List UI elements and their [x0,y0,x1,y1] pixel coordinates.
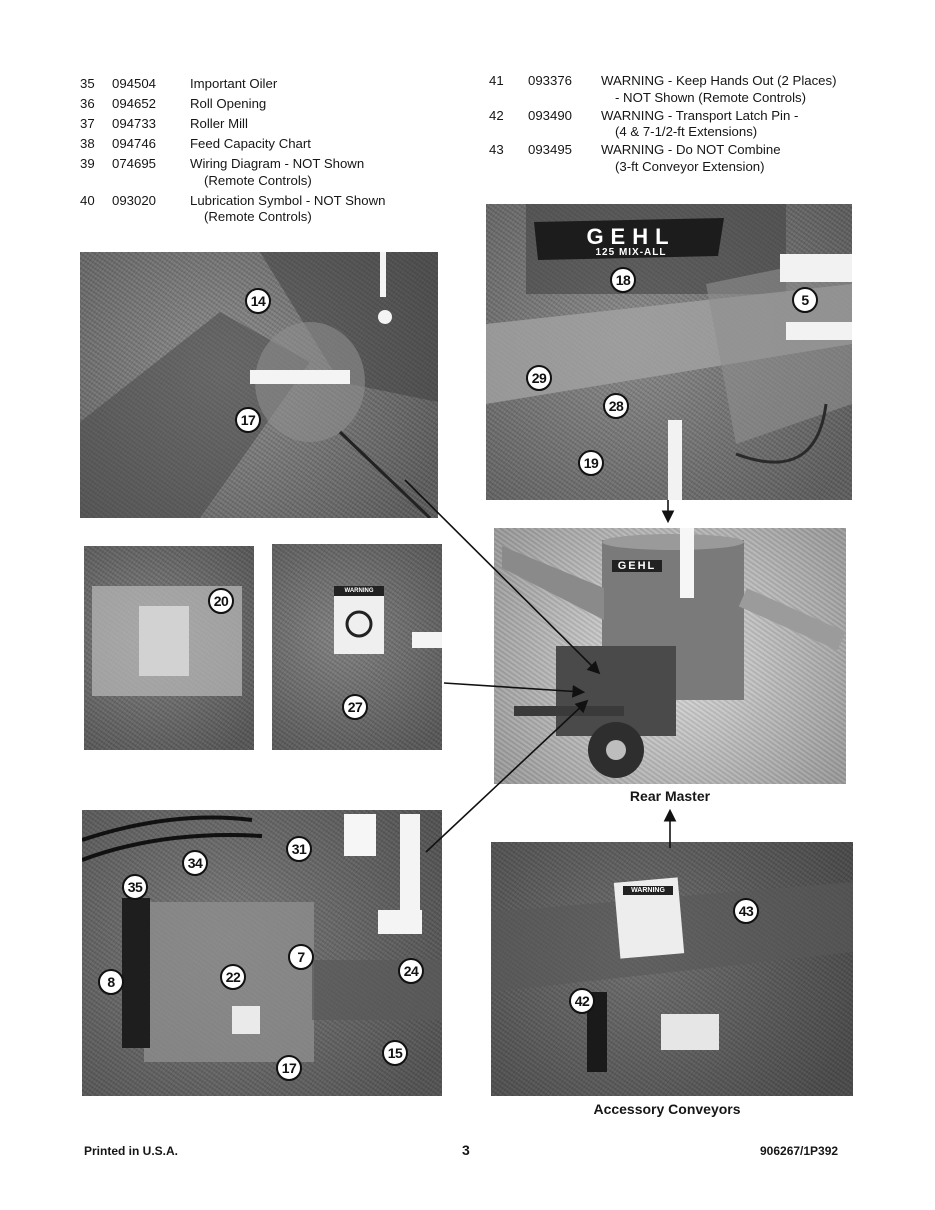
photo-mixer-top [486,204,852,500]
accessory-conveyors-caption: Accessory Conveyors [593,1101,741,1117]
part-description [190,96,266,113]
item-number: 35 [80,76,95,91]
item-number: 42 [489,107,504,123]
callout-18: 18 [610,267,636,293]
part-number: 093495 [528,142,573,157]
callout-22: 22 [220,964,246,990]
description-line: Roller Mill [190,116,248,131]
description-line: Roll Opening [190,96,267,111]
description-continuation: (3-ft Conveyor Extension) [615,158,765,174]
item-number: 39 [80,156,95,171]
callout-8: 8 [98,969,124,995]
item-number: 38 [80,136,95,151]
description-line: WARNING - Transport Latch Pin - [601,107,799,123]
description-line: Wiring Diagram - NOT Shown [190,156,365,171]
part-number: 094504 [112,76,157,91]
callout-31: 31 [286,836,312,862]
description-line: WARNING - Do NOT Combine [601,142,781,157]
part-number: 093020 [112,192,157,208]
callout-42: 42 [569,988,595,1014]
callout-14: 14 [245,288,271,314]
callout-27: 27 [342,694,368,720]
item-number: 37 [80,116,95,131]
part-description [601,73,837,106]
warning-decal-label: WARNING [344,588,374,594]
photo-control-box [82,810,442,1096]
description-line: WARNING - Keep Hands Out (2 Places) [601,73,837,88]
part-description [190,136,311,153]
part-description [190,193,385,226]
part-description [190,76,277,93]
brand-model: 125 MIX-ALL [595,247,667,258]
item-number: 41 [489,73,504,88]
callout-19: 19 [578,450,604,476]
rear-master-caption: Rear Master [629,788,711,804]
part-description [601,142,781,175]
part-number: 093490 [528,107,573,123]
part-number: 094733 [112,116,157,131]
description-continuation: - NOT Shown (Remote Controls) [615,89,807,105]
item-number: 36 [80,96,95,111]
page-number: 3 [462,1142,470,1158]
callout-43: 43 [733,898,759,924]
photo-rear-master [494,528,846,784]
description-line: Lubrication Symbol - NOT Shown [190,192,386,208]
description-line: Important Oiler [190,76,278,91]
callout-15: 15 [382,1040,408,1066]
callout-20: 20 [208,588,234,614]
callout-17: 17 [235,407,261,433]
item-number: 40 [80,192,95,208]
footer-printed: Printed in U.S.A. [84,1144,179,1158]
brand-name: GEHL [586,224,676,249]
callout-28: 28 [603,393,629,419]
description-line: Feed Capacity Chart [190,136,311,151]
part-description [190,156,364,189]
part-description [190,116,248,133]
photo-warning-decal [272,544,442,750]
part-number: 074695 [112,156,157,171]
item-number: 43 [489,142,504,157]
rear-master-brand: GEHL [612,560,662,572]
description-continuation: (Remote Controls) [204,172,312,188]
part-number: 094652 [112,96,157,111]
description-continuation: (Remote Controls) [204,209,312,224]
part-number: 093376 [528,73,573,88]
callout-29: 29 [526,365,552,391]
callout-17-lower: 17 [276,1055,302,1081]
callout-5: 5 [792,287,818,313]
part-description [601,108,798,141]
document-number: 906267/1P392 [760,1144,839,1158]
callout-34: 34 [182,850,208,876]
photo-upper-left [80,252,438,518]
conveyor-decal-label: WARNING [623,886,673,895]
brand-decal [546,226,716,256]
callout-7: 7 [288,944,314,970]
description-continuation: (4 & 7-1/2-ft Extensions) [615,124,758,139]
part-number: 094746 [112,136,157,151]
callout-35: 35 [122,874,148,900]
photo-decal-panel [84,546,254,750]
photo-conveyors [491,842,853,1096]
callout-24: 24 [398,958,424,984]
